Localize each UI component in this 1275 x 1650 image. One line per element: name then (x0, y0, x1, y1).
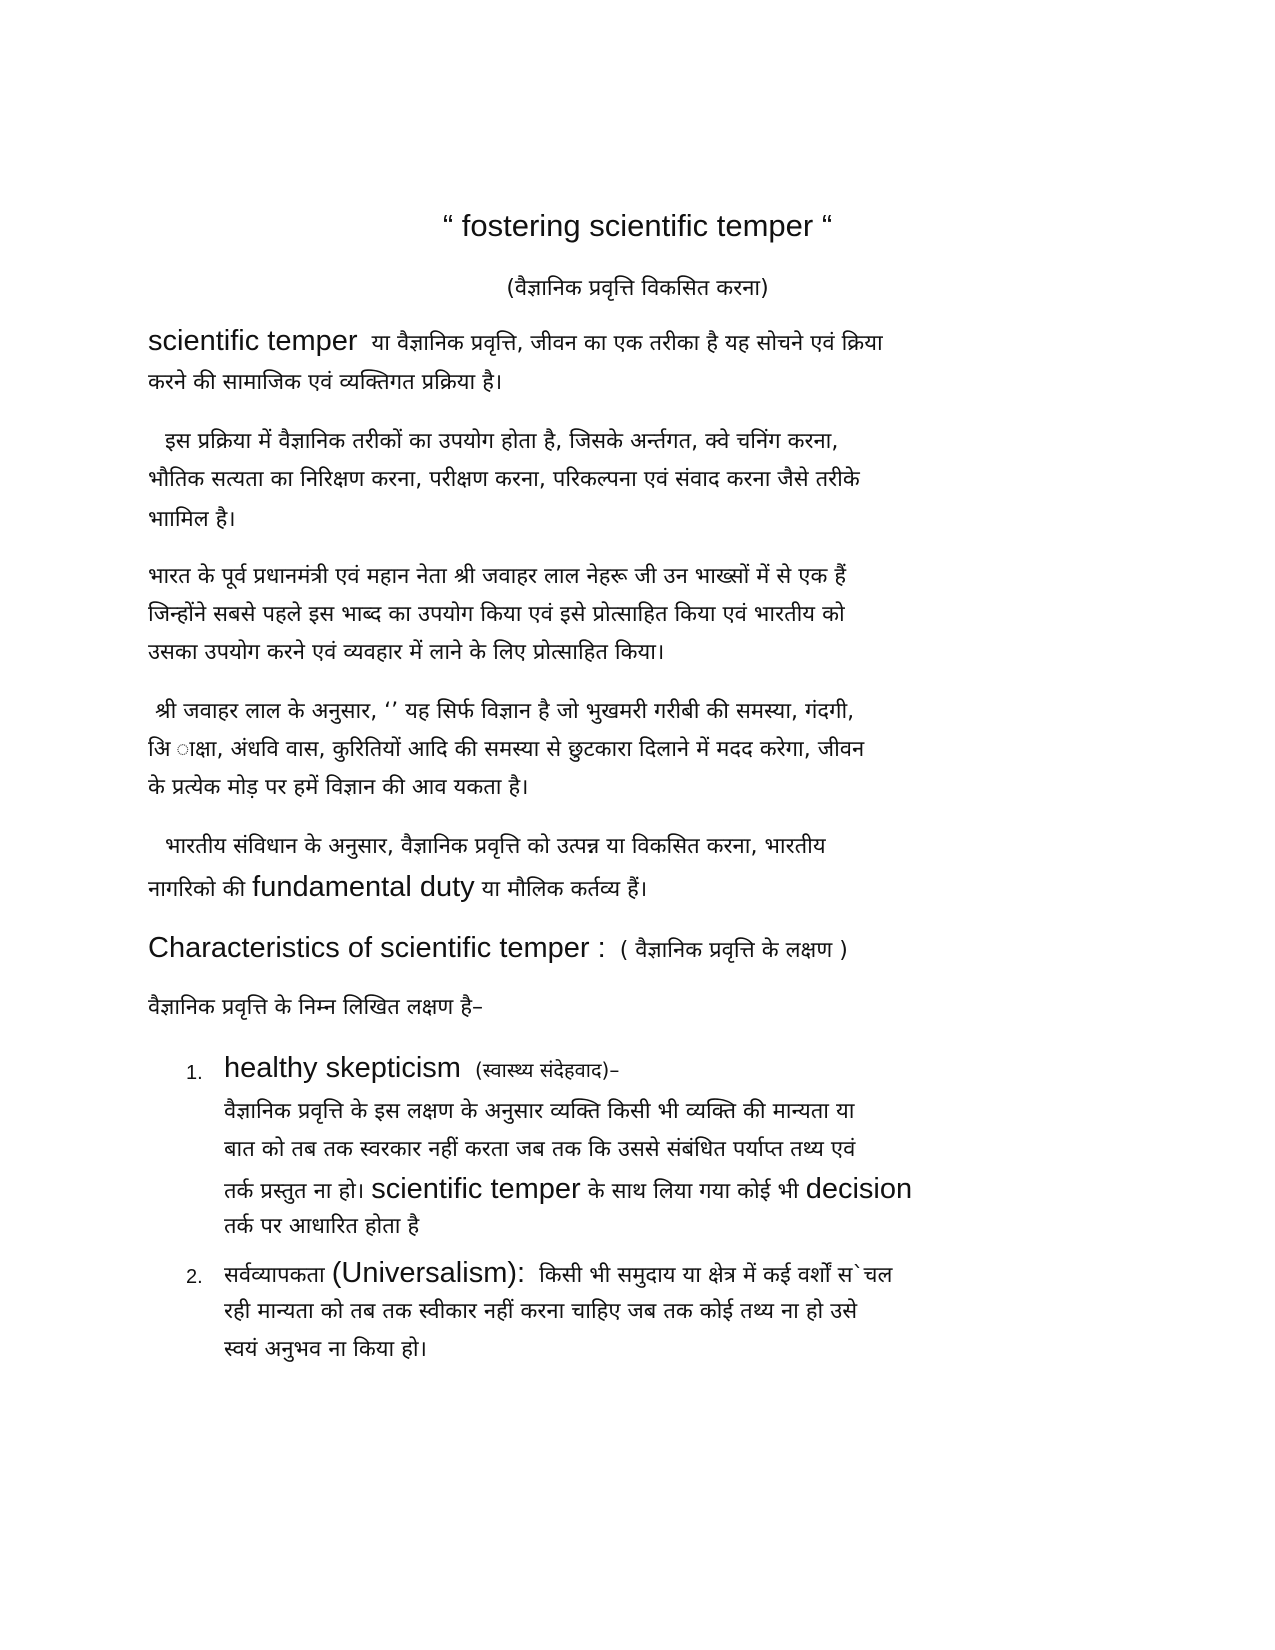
list-item-1-line-4: तर्क पर आधारित होता है (224, 1214, 420, 1239)
paragraph-3-line-3: उसका उपयोग करने एवं व्यवहार में लाने के लिए प्रोत्साहित किया। (148, 640, 665, 665)
section-heading-en: Characteristics of scientific temper : (148, 932, 606, 964)
section-heading (148, 933, 848, 966)
paragraph-5-line-1: भारतीय संविधान के अनुसार, वैज्ञानिक प्रवृत्ति को उत्पन्न या विकसित करना, भारतीय (165, 834, 826, 859)
list-intro: वैज्ञानिक प्रवृत्ति के निम्न लिखित लक्षण है– (148, 995, 483, 1020)
paragraph-2-line-2: भौतिक सत्यता का निरिक्षण करना, परीक्षण करना, परिकल्पना एवं संवाद करना जैसे तरीके (148, 467, 860, 492)
list-item-2-line-2: रही मान्यता को तब तक स्वीकार नहीं करना चाहिए जब तक कोई तथ्य ना हो उसे (224, 1299, 858, 1324)
paragraph-5-text-b: या मौलिक कर्तव्य हैं। (481, 877, 648, 902)
list-item-1-title-hi: (स्वास्थ्य संदेहवाद)– (474, 1058, 620, 1082)
paragraph-5-text-a: नागरिको की (148, 877, 246, 902)
term-scientific-temper-2: scientific temper (371, 1173, 581, 1205)
list-item-2-text: किसी भी समुदाय या क्षेत्र में कई वर्शों स`चल (539, 1263, 893, 1288)
paragraph-2-line-1: इस प्रक्रिया में वैज्ञानिक तरीकों का उपयोग होता है, जिसके अर्न्तगत, क्वे चनिंग करना, (165, 429, 839, 454)
list-item-1-title (224, 1053, 619, 1086)
term-decision: decision (805, 1173, 913, 1205)
paragraph-5-line-2 (148, 872, 647, 905)
list-item-1-line-2: बात को तब तक स्वरकार नहीं करता जब तक कि उससे संबंधित पर्याप्त तथ्य एवं (224, 1137, 856, 1162)
paragraph-2-line-3: भाामिल है। (148, 507, 236, 532)
paragraph-1-line-2: करने की सामाजिक एवं व्यक्तिगत प्रक्रिया है। (148, 370, 503, 395)
list-item-1-line-3-b: के साथ लिया गया कोई भी (587, 1179, 799, 1204)
list-item-1-line-3-a: तर्क प्रस्तुत ना हो। (224, 1179, 365, 1204)
list-item-2-title-hi: सर्वव्यापकता (224, 1263, 325, 1288)
paragraph-3-line-2: जिन्होंने सबसे पहले इस भाब्द का उपयोग किया एवं इसे प्रोत्साहित किया एवं भारतीय को (148, 602, 845, 627)
page-title: “ fostering scientific temper “ (442, 208, 833, 243)
page-subtitle: (वैज्ञानिक प्रवृत्ति विकसित करना) (506, 276, 769, 301)
paragraph-1-text: या वैज्ञानिक प्रवृत्ति, जीवन का एक तरीका है यह सोचने एवं क्रिया (371, 331, 883, 356)
list-item-1-line-1: वैज्ञानिक प्रवृत्ति के इस लक्षण के अनुसार व्यक्ति किसी भी व्यक्ति की मान्यता या (224, 1099, 855, 1124)
list-item-2-line-1 (224, 1258, 892, 1291)
list-item-1-number: 1. (186, 1062, 203, 1084)
list-item-2-line-3: स्वयं अनुभव ना किया हो। (224, 1337, 427, 1362)
paragraph-4-line-2: अि ाक्षा, अंधवि वास, कुरितियों आदि की समस्या से छुटकारा दिलाने में मदद करेगा, जीवन (148, 737, 865, 762)
list-item-1-line-3 (224, 1174, 912, 1207)
paragraph-4-line-1: श्री जवाहर लाल के अनुसार, ‘’ यह सिर्फ विज्ञान है जो भुखमरी गरीबी की समस्या, गंदगी, (155, 699, 855, 724)
paragraph-1-line-1 (148, 326, 883, 359)
list-item-2-title-en: (Universalism): (331, 1257, 526, 1289)
term-scientific-temper: scientific temper (148, 325, 358, 357)
list-item-2-number: 2. (186, 1266, 203, 1288)
term-fundamental-duty: fundamental duty (252, 871, 475, 903)
list-item-1-title-en: healthy skepticism (224, 1052, 461, 1084)
paragraph-4-line-3: के प्रत्येक मोड़ पर हमें विज्ञान की आव यकता है। (148, 775, 529, 800)
paragraph-3-line-1: भारत के पूर्व प्रधानमंत्री एवं महान नेता श्री जवाहर लाल नेहरू जी उन भाख्सों में से एक हैं (148, 564, 847, 589)
section-heading-hi: ( वैज्ञानिक प्रवृत्ति के लक्षण ) (619, 938, 848, 963)
